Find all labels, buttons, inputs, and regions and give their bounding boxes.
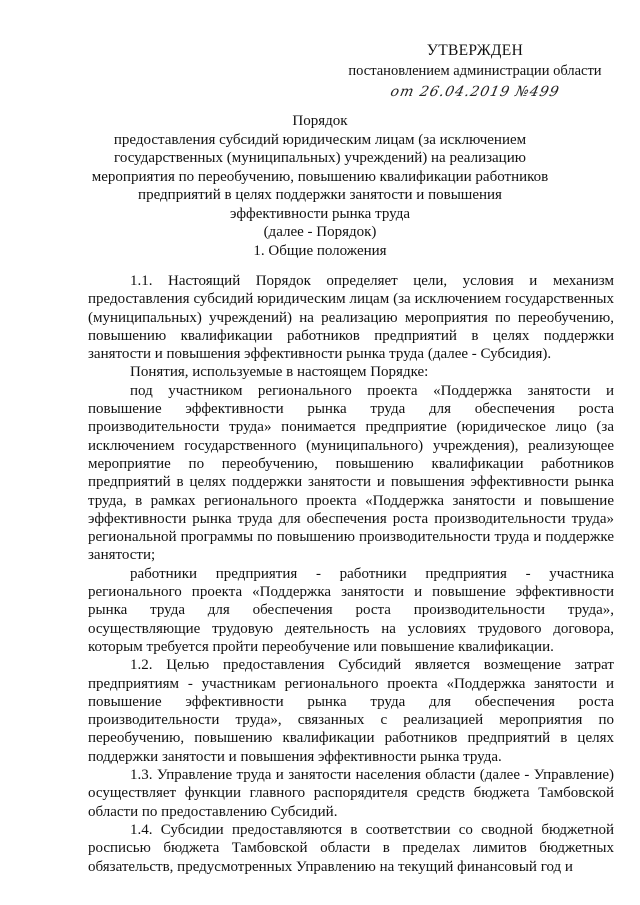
paragraph: под участником регионального проекта «Поддержка занятости и повышение эффективности рынка труда для обеспечения роста производительности труда» понимается предприятие (юридическое лицо (за исключением государственного (муниципального) учреждения), реализующее мероприятие по переобучению, повышению квалификации работников предприятий в целях поддержки занятости и повышения эффективности рынка труда, в рамках регионального проекта «Поддержка занятости и повышение эффективности рынка труда для обеспечения роста производительности труда» региональной программы по повышению производительности труда и поддержке занятости; (88, 382, 614, 564)
paragraph: 1.4. Субсидии предоставляются в соответствии со сводной бюджетной росписью бюджета Тамбовской области в пределах лимитов бюджетных обязательств, предусмотренных Управлению на текущий финансовый год и (88, 821, 614, 875)
document-body (88, 272, 614, 876)
paragraph: 1.2. Целью предоставления Субсидий является возмещение затрат предприятиям - участникам регионального проекта «Поддержка занятости и повышение эффективности рынка труда для обеспечения роста производительности труда», связанных с реализацией мероприятия по переобучению, повышению квалификации работников предприятий в целях поддержки занятости и повышения эффективности рынка труда. (88, 657, 614, 765)
handwritten-date-number: от 26.04.2019 №499 (388, 83, 562, 100)
document-heading (88, 112, 552, 242)
paragraph: работники предприятия - работники предприятия - участника регионального проекта «Поддержка занятости и повышение эффективности рынка труда для обеспечения роста производительности труда», осуществляющие трудовую деятельность на условиях трудового договора, которым требуется пройти переобучение или повышение квалификации. (88, 565, 614, 655)
approval-subtitle: постановлением администрации области (348, 63, 602, 80)
paragraph: Понятия, используемые в настоящем Порядке: (130, 364, 429, 381)
heading-text: предоставления субсидий юридическим лицам (за исключением государственных (муниципальных) учреждений) на реализацию мероприятия по переобучению, повышению квалификации работников предприятий в целях поддержки занятости и повышения эффективности рынка труда (91, 131, 549, 222)
heading-suffix: (далее - Порядок) (263, 224, 377, 240)
heading-title: Порядок (292, 113, 348, 129)
paragraph: 1.3. Управление труда и занятости населения области (далее - Управление) осуществляет функции главного распорядителя средств бюджета Тамбовской области по предоставлению Субсидий. (88, 767, 614, 820)
section-title: 1. Общие положения (253, 243, 387, 259)
approval-stamp (340, 42, 610, 101)
paragraph: 1.1. Настоящий Порядок определяет цели, условия и механизм предоставления субсидий юридическим лицам (за исключением государственных (муниципальных) учреждений) на реализацию мероприятия по переобучению, повышению квалификации работников предприятий в целях поддержки занятости и повышения эффективности рынка труда (далее - Субсидия). (88, 273, 614, 363)
approval-title: УТВЕРЖДЕН (426, 42, 524, 59)
